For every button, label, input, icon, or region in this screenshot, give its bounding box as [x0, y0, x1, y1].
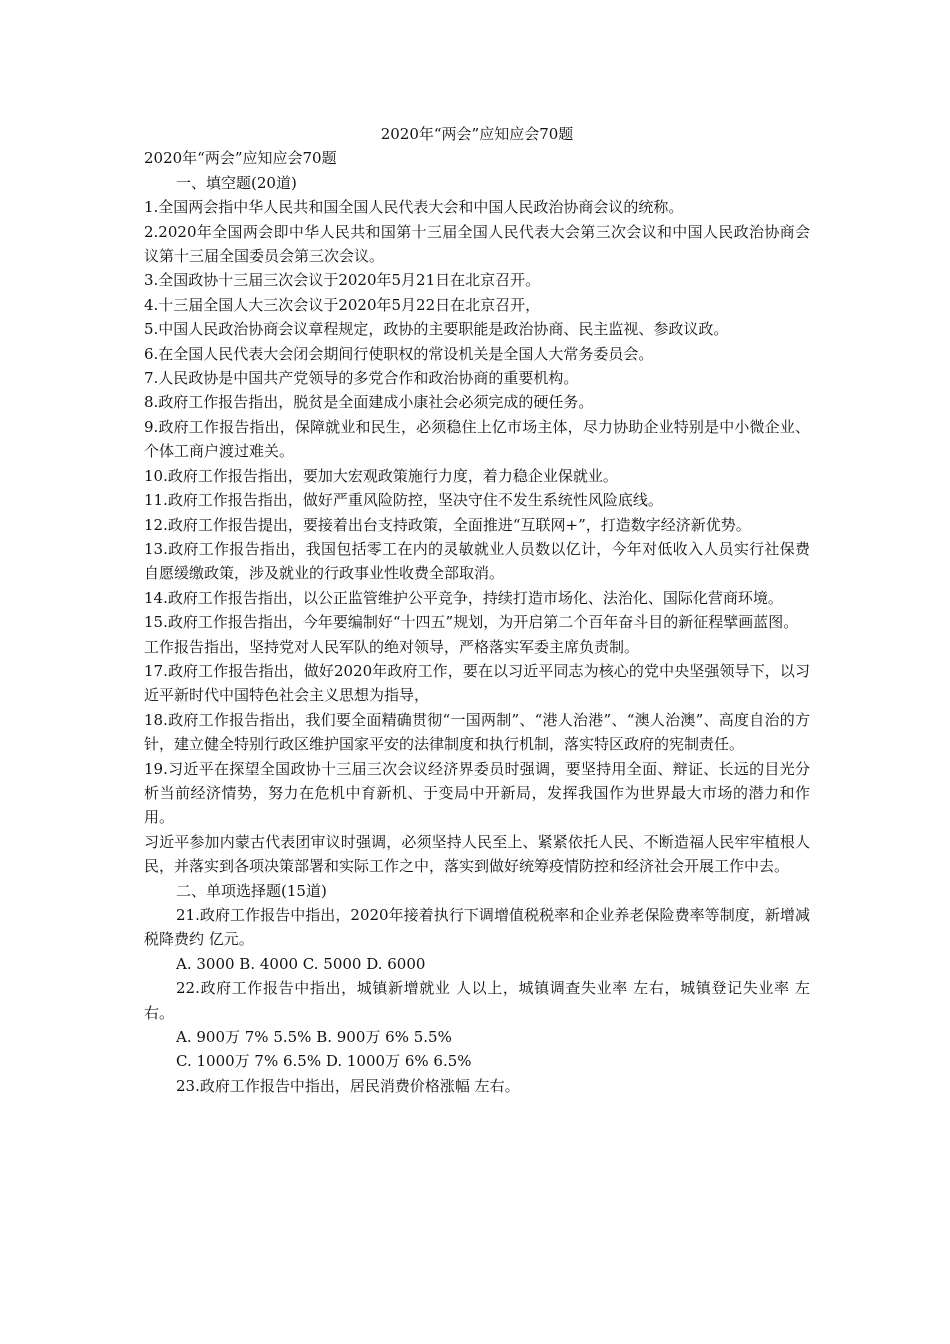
item-7: 7.人民政协是中国共产党领导的多党合作和政治协商的重要机构。	[144, 369, 579, 388]
item-19: 19.习近平在探望全国政协十三届三次会议经济界委员时强调，要坚持用全面、辩证、长远的目光分析当前经济情势，努力在危机中育新机、于变局中开新局，发挥我国作为世界最大市场的潜力和作用。	[144, 759, 810, 827]
item-4: 4.十三届全国人大三次会议于2020年5月22日在北京召开，	[144, 295, 541, 314]
item-16: 工作报告指出，坚持党对人民军队的绝对领导，严格落实军委主席负责制。	[144, 637, 640, 656]
item-15: 15.政府工作报告指出，今年要编制好“十四五”规划，为开启第二个百年奋斗目的新征程擘画蓝图。	[144, 613, 799, 632]
question-23: 23.政府工作报告中指出，居民消费价格涨幅 左右。	[176, 1076, 520, 1095]
question-21: 21.政府工作报告中指出，2020年接着执行下调增值税税率和企业养老保险费率等制度，新增减税降费约 亿元。	[144, 906, 810, 949]
item-3: 3.全国政协十三届三次会议于2020年5月21日在北京召开。	[144, 271, 541, 290]
item-10: 10.政府工作报告指出，要加大宏观政策施行力度，着力稳企业保就业。	[144, 466, 618, 485]
document-subtitle: 2020年“两会”应知应会70题	[144, 149, 337, 168]
item-9: 9.政府工作报告指出，保障就业和民生，必须稳住上亿市场主体，尽力协助企业特别是中小微企业、个体工商户渡过难关。	[144, 417, 810, 461]
section-heading-single-choice: 二、单项选择题(15道)	[176, 881, 327, 900]
question-22: 22.政府工作报告中指出，城镇新增就业 人以上，城镇调查失业率 左右，城镇登记失业率 左右。	[144, 979, 810, 1022]
item-11: 11.政府工作报告指出，做好严重风险防控，坚决守住不发生系统性风险底线。	[144, 491, 663, 510]
item-13: 13.政府工作报告指出，我国包括零工在内的灵敏就业人员数以亿计，今年对低收入人员实行社保费自愿缓缴政策，涉及就业的行政事业性收费全部取消。	[144, 539, 810, 583]
document-body	[144, 122, 810, 1098]
item-14: 14.政府工作报告指出，以公正监管维护公平竞争，持续打造市场化、法治化、国际化营商环境。	[144, 588, 783, 607]
item-20: 习近平参加内蒙古代表团审议时强调，必须坚持人民至上、紧紧依托人民、不断造福人民牢牢植根人民，并落实到各项决策部署和实际工作之中，落实到做好统筹疫情防控和经济社会开展工作中去。	[144, 832, 810, 876]
document-title: 2020年“两会”应知应会70题	[380, 125, 574, 143]
question-22-options-a-b: A. 900万 7% 5.5% B. 900万 6% 5.5%	[176, 1028, 452, 1047]
item-18: 18.政府工作报告指出，我们要全面精确贯彻“一国两制”、“港人治港”、“澳人治澳”、高度自治的方针，建立健全特别行政区维护国家平安的法律制度和执行机制，落实特区政府的宪制责任。	[144, 710, 810, 754]
question-22-options-c-d: C. 1000万 7% 6.5% D. 1000万 6% 6.5%	[176, 1052, 472, 1071]
item-8: 8.政府工作报告指出，脱贫是全面建成小康社会必须完成的硬任务。	[144, 393, 594, 412]
item-17: 17.政府工作报告指出，做好2020年政府工作，要在以习近平同志为核心的党中央坚强领导下，以习近平新时代中国特色社会主义思想为指导，	[144, 661, 810, 705]
item-12: 12.政府工作报告提出，要接着出台支持政策，全面推进“互联网+”，打造数字经济新优势。	[144, 515, 751, 534]
item-1: 1.全国两会指中华人民共和国全国人民代表大会和中国人民政治协商会议的统称。	[144, 198, 684, 217]
item-6: 6.在全国人民代表大会闭会期间行使职权的常设机关是全国人大常务委员会。	[144, 344, 654, 363]
item-2: 2.2020年全国两会即中华人民共和国第十三届全国人民代表大会第三次会议和中国人民政治协商会议第十三届全国委员会第三次会议。	[144, 222, 810, 266]
question-21-options: A. 3000 B. 4000 C. 5000 D. 6000	[176, 954, 426, 973]
section-heading-fill-in: 一、填空题(20道)	[176, 173, 297, 192]
item-5: 5.中国人民政治协商会议章程规定，政协的主要职能是政治协商、民主监视、参政议政。	[144, 320, 729, 339]
